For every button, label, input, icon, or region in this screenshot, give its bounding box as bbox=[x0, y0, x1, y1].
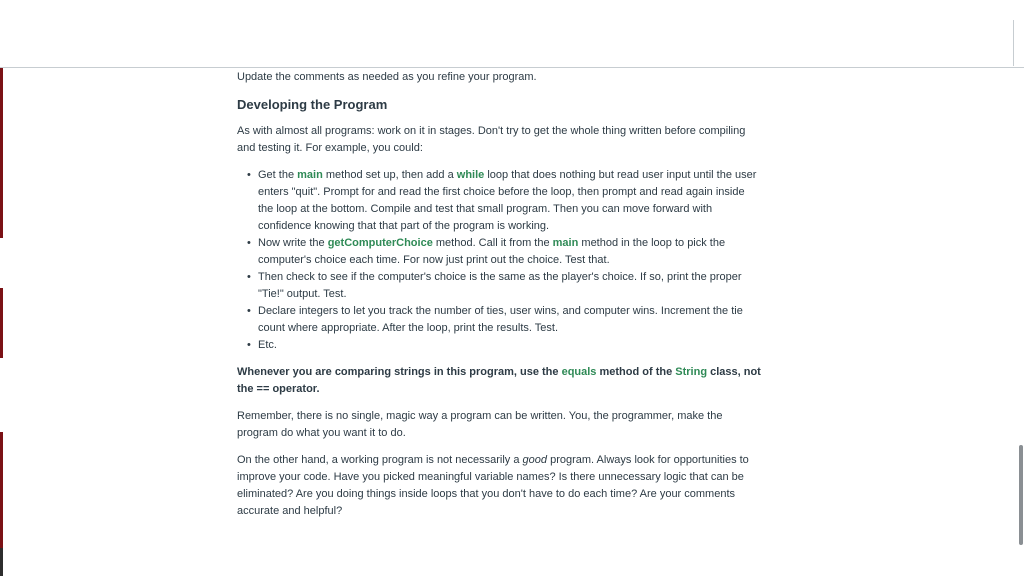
list-item: • Declare integers to let you track the number of ties, user wins, and computer wins. Increment the tie count where appropriate. After the loop, print the results. Test. bbox=[258, 303, 762, 337]
list-item: • Get the main method set up, then add a while loop that does nothing but read user input until the user enters "quit". Prompt for and read the first choice before the loop, then prompt and read again inside the loop at the bottom. Compile and test that small program. Then you can move forward with confidence knowing that that part of the program is working. bbox=[258, 167, 762, 235]
top-bar bbox=[0, 0, 1024, 68]
left-accent-bar bbox=[0, 432, 3, 548]
strings-note: Whenever you are comparing strings in this program, use the equals method of the String class, not the == operator. bbox=[237, 366, 761, 395]
left-accent-bar bbox=[0, 68, 3, 238]
code-keyword: main bbox=[552, 237, 579, 249]
list-item: • Then check to see if the computer's choice is the same as the player's choice. If so, print the proper "Tie!" output. Test. bbox=[258, 269, 762, 303]
remember-paragraph: Remember, there is no single, magic way a program can be written. You, the programmer, make the program do what you want it to do. bbox=[237, 410, 723, 439]
code-keyword: equals bbox=[561, 366, 597, 378]
update-comments-text: Update the comments as needed as you refine your program. bbox=[237, 71, 537, 83]
code-keyword: String bbox=[675, 366, 708, 378]
emphasis-good: good bbox=[522, 454, 548, 466]
scrollbar-track[interactable] bbox=[1016, 67, 1024, 576]
code-keyword: main bbox=[297, 169, 323, 181]
page-content bbox=[237, 52, 762, 530]
list-item: • Now write the getComputerChoice method. Call it from the main method in the loop to pick the computer's choice each time. For now just print out the choice. Test that. bbox=[258, 235, 762, 269]
scrollbar-thumb[interactable] bbox=[1019, 445, 1023, 545]
left-accent-bar bbox=[0, 548, 3, 576]
section-heading: Developing the Program bbox=[237, 97, 388, 112]
code-keyword: while bbox=[456, 169, 485, 181]
lead-paragraph: As with almost all programs: work on it in stages. Don't try to get the whole thing written before compiling and testing it. For example, you could: bbox=[237, 125, 746, 154]
code-keyword: getComputerChoice bbox=[327, 237, 433, 249]
list-item: • Etc. bbox=[258, 337, 762, 354]
other-hand-paragraph: On the other hand, a working program is not necessarily a good program. Always look for opportunities to improve your code. Have you picked meaningful variable names? Is there unnecessary logic that can be eliminated? Are you doing things inside loops that you don't have to do each time? Are your comments accurate and helpful? bbox=[237, 454, 749, 517]
steps-list bbox=[237, 167, 762, 354]
left-accent-bar bbox=[0, 288, 3, 358]
top-bar-divider bbox=[1013, 20, 1014, 66]
